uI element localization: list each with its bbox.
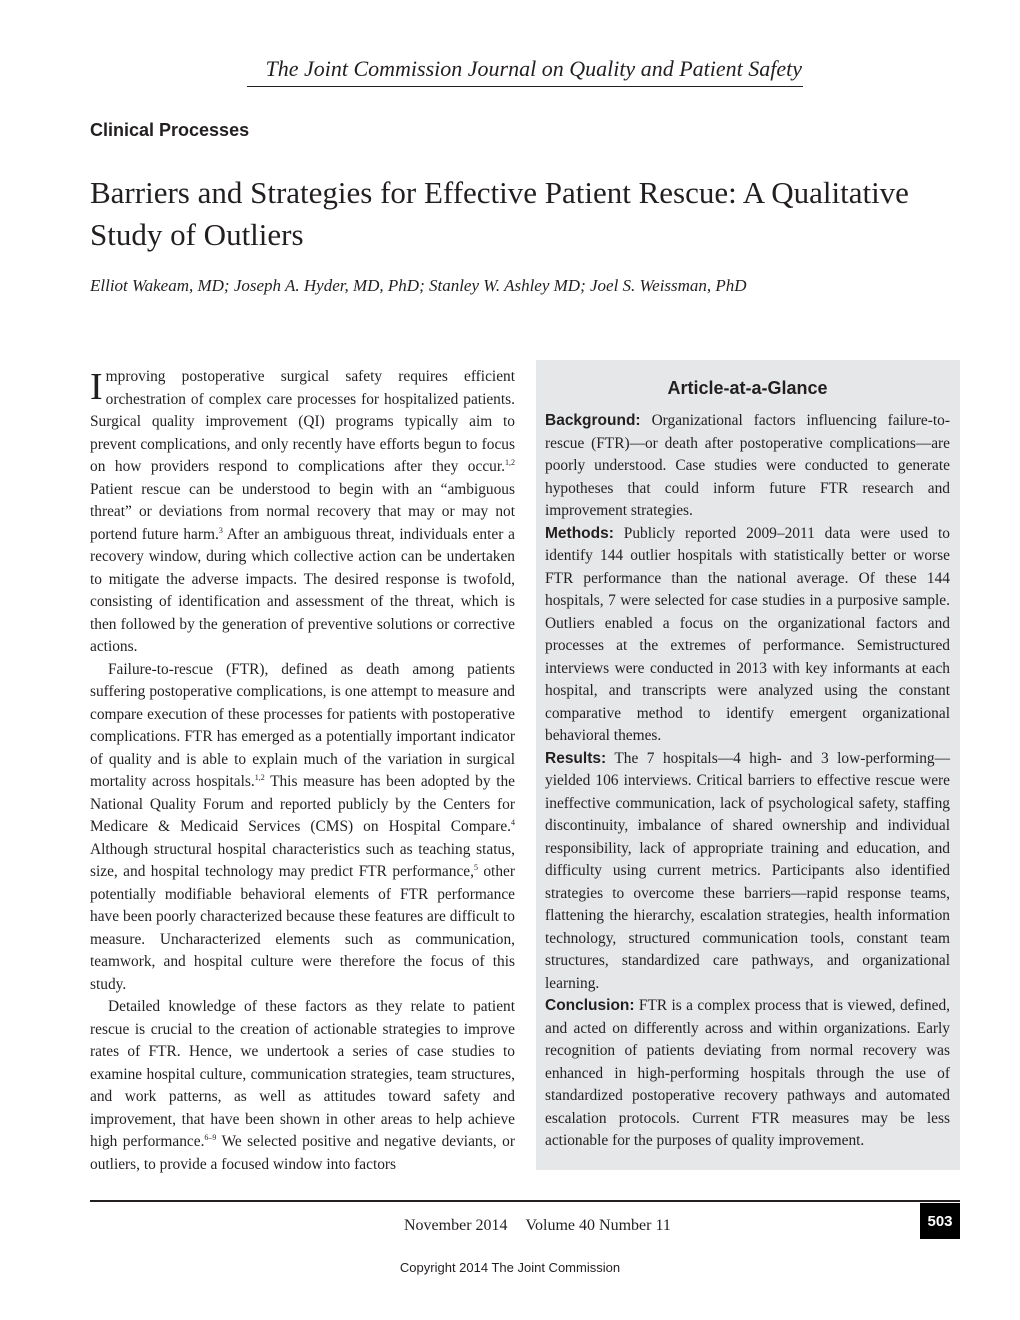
issue-volume: Volume 40 Number 11 [525, 1217, 671, 1234]
header-rule [247, 86, 803, 87]
drop-cap: I [90, 366, 103, 408]
body-paragraph-1: Improving postoperative surgical safety requires efficient orchestration of complex care processes for hospitalized patients. Surgical quality improvement (QI) programs typically aim to prevent complications, and only recently have efforts begun to focus on how providers respond to complications after they occur.$^{1,2}$ Patient rescue can be understood to begin with an “ambiguous threat” or deviations from normal recovery that may or may not portend future harm.$^3$ After an ambiguous threat, individuals enter a recovery window, during which collective action can be undertaken to mitigate the adverse impacts. The desired response is twofold, consisting of identification and assessment of the threat, which is then followed by the generation of preventive solutions or corrective actions. [90, 366, 515, 655]
article-title: Barriers and Strategies for Effective Patient Rescue: A Qualitative Study of Outliers [90, 175, 909, 252]
section-label: Clinical Processes [90, 120, 250, 140]
glance-results: Results: The 7 hospitals—4 high- and 3 low-performing—yielded 106 interviews. Critical barriers to effective rescue were ineffective communication, lack of psychological safety, staffing discontinuity, imbalance of shared ownership and individual responsibility, lack of appropriate training and education, and difficulty using current metrics. Participants also identified strategies to overcome these barriers—rapid response teams, flattening the hierarchy, escalation strategies, health information technology, structured communication tools, constant team structures, standardized care pathways, and organizational learning. [545, 749, 950, 992]
copyright: Copyright 2014 The Joint Commission [399, 1260, 621, 1275]
citation: 4 [511, 817, 515, 827]
body-column [90, 366, 515, 1176]
issue-info [404, 1217, 671, 1235]
journal-title: The Joint Commission Journal on Quality and Patient Safety [265, 56, 802, 81]
glance-conclusion: Conclusion: FTR is a complex process that is viewed, defined, and acted on differently across and within organizations. Early recognition of patients deviating from normal recovery was enhanced in high-performing hospitals through the use of standardized postoperative recovery pathways and automated escalation protocols. Current FTR measures may be less actionable for the purposes of quality improvement. [545, 997, 950, 1149]
footer-rule [90, 1200, 960, 1202]
glance-background: Background: Organizational factors influencing failure-to-rescue (FTR)—or death after postoperative complications—are poorly understood. Case studies were conducted to generate hypotheses that could inform future FTR research and improvement strategies. [545, 412, 950, 519]
citation: 1,2 [505, 457, 515, 467]
citation: 5 [473, 862, 478, 872]
citation: 3 [218, 525, 223, 535]
glance-heading: Article-at-a-Glance [667, 378, 828, 398]
article-at-a-glance-box [536, 360, 960, 1170]
page-number: 503 [920, 1203, 960, 1239]
body-paragraph-2: Failure-to-rescue (FTR), defined as death among patients suffering postoperative complications, is one attempt to measure and compare execution of these processes for patients with postoperative complications. FTR has emerged as a potentially important indicator of quality and is able to explain much of the variation in surgical mortality across hospitals.$^{1,2}$ This measure has been adopted by the National Quality Forum and reported publicly by the Centers for Medicare & Medicaid Services (CMS) on Hospital Compare.$^4$ Although structural hospital characteristics such as teaching status, size, and hospital technology may predict FTR performance,$^5$ other potentially modifiable behavioral elements of FTR performance have been poorly characterized because these features are difficult to measure. Uncharacterized elements such as communication, teamwork, and hospital culture were therefore the focus of this study. [90, 660, 516, 993]
citation: 6–9 [204, 1132, 217, 1142]
glance-methods: Methods: Publicly reported 2009–2011 data were used to identify 144 outlier hospitals with statistically better or worse FTR performance than the national average. Of these 144 hospitals, 7 were selected for case studies in a purposive sample. Outliers enabled a focus on the organizational factors and processes at the extremes of performance. Semistructured interviews were conducted in 2013 with key informants at each hospital, and transcripts were analyzed using the constant comparative method to identify emergent organizational behavioral themes. [545, 524, 950, 744]
citation: 1,2 [254, 772, 265, 782]
authors: Elliot Wakeam, MD; Joseph A. Hyder, MD, PhD; Stanley W. Ashley MD; Joel S. Weissman, PhD [90, 276, 747, 295]
body-paragraph-3: Detailed knowledge of these factors as they relate to patient rescue is crucial to the creation of actionable strategies to improve rates of FTR. Hence, we undertook a series of case studies to examine hospital culture, communication strategies, team structures, and work patterns, as well as attitudes toward safety and improvement, that have been shown in other areas to help achieve high performance.$^{6-9}$ We selected positive and negative deviants, or outliers, to provide a focused window into factors [90, 998, 515, 1173]
issue-date: November 2014 [404, 1217, 508, 1234]
